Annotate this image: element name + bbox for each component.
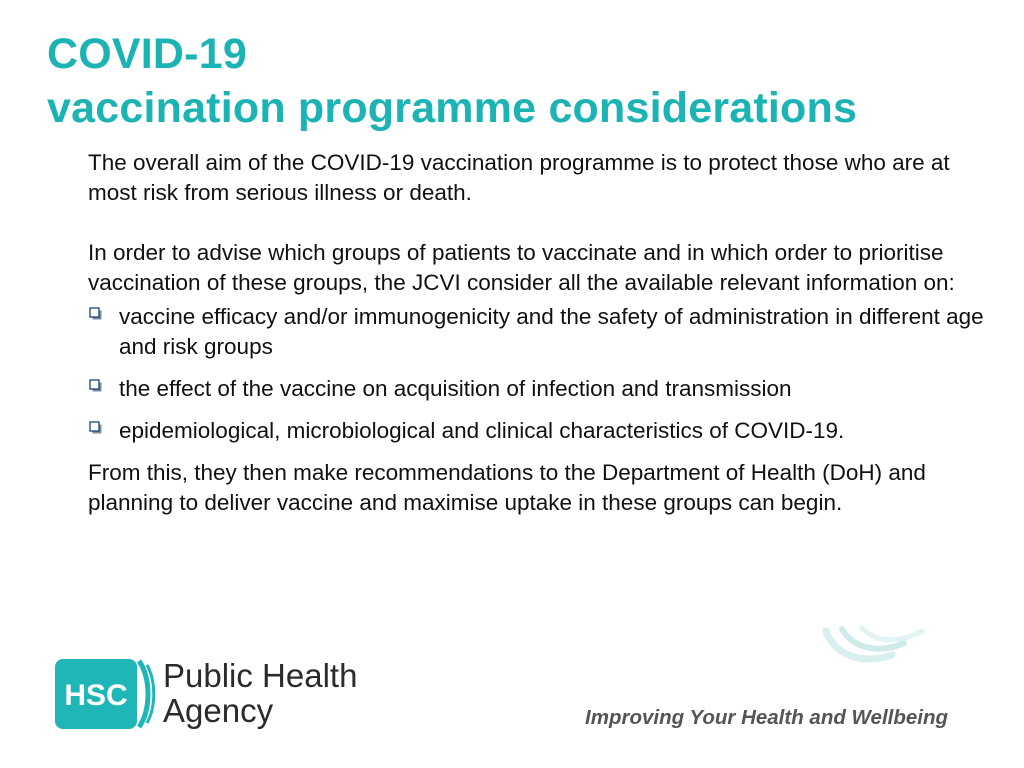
pha-logo-text	[163, 658, 357, 728]
list-item-text: the effect of the vaccine on acquisition of infection and transmission	[119, 376, 792, 401]
tagline: Improving Your Health and Wellbeing	[585, 706, 948, 729]
pha-logo-line2: Agency	[163, 692, 274, 729]
paragraph-recommendations: From this, they then make recommendations to the Department of Health (DoH) and planning to deliver vaccine and maximise uptake in these groups can begin.	[88, 460, 926, 515]
paragraph-aim: The overall aim of the COVID-19 vaccination programme is to protect those who are at most risk from serious illness or death.	[88, 150, 950, 205]
slide-title-line1: COVID-19	[47, 30, 247, 78]
slide-title-line2: vaccination programme considerations	[47, 84, 858, 132]
list-item	[88, 416, 988, 446]
hsc-logo-text: HSC	[64, 679, 128, 712]
list-item-text: epidemiological, microbiological and clinical characteristics of COVID-19.	[119, 418, 845, 443]
checkbox-bullet-icon	[89, 379, 103, 393]
checkbox-bullet-icon	[89, 307, 103, 321]
paragraph-jcvi: In order to advise which groups of patients to vaccinate and in which order to prioritise vaccination of these groups, the JCVI consider all the available relevant information on:	[88, 240, 955, 295]
slide-title	[47, 27, 857, 135]
list-item-text: vaccine efficacy and/or immunogenicity and the safety of administration in different age and risk groups	[119, 304, 984, 359]
slide-body	[88, 148, 988, 518]
list-item	[88, 374, 988, 404]
checkbox-bullet-icon	[89, 421, 103, 435]
considerations-list	[88, 302, 988, 446]
pha-logo-line1: Public Health	[163, 657, 358, 694]
list-item	[88, 302, 988, 362]
decorative-swoosh-icon	[822, 625, 932, 667]
hsc-logo-mark	[55, 659, 155, 729]
